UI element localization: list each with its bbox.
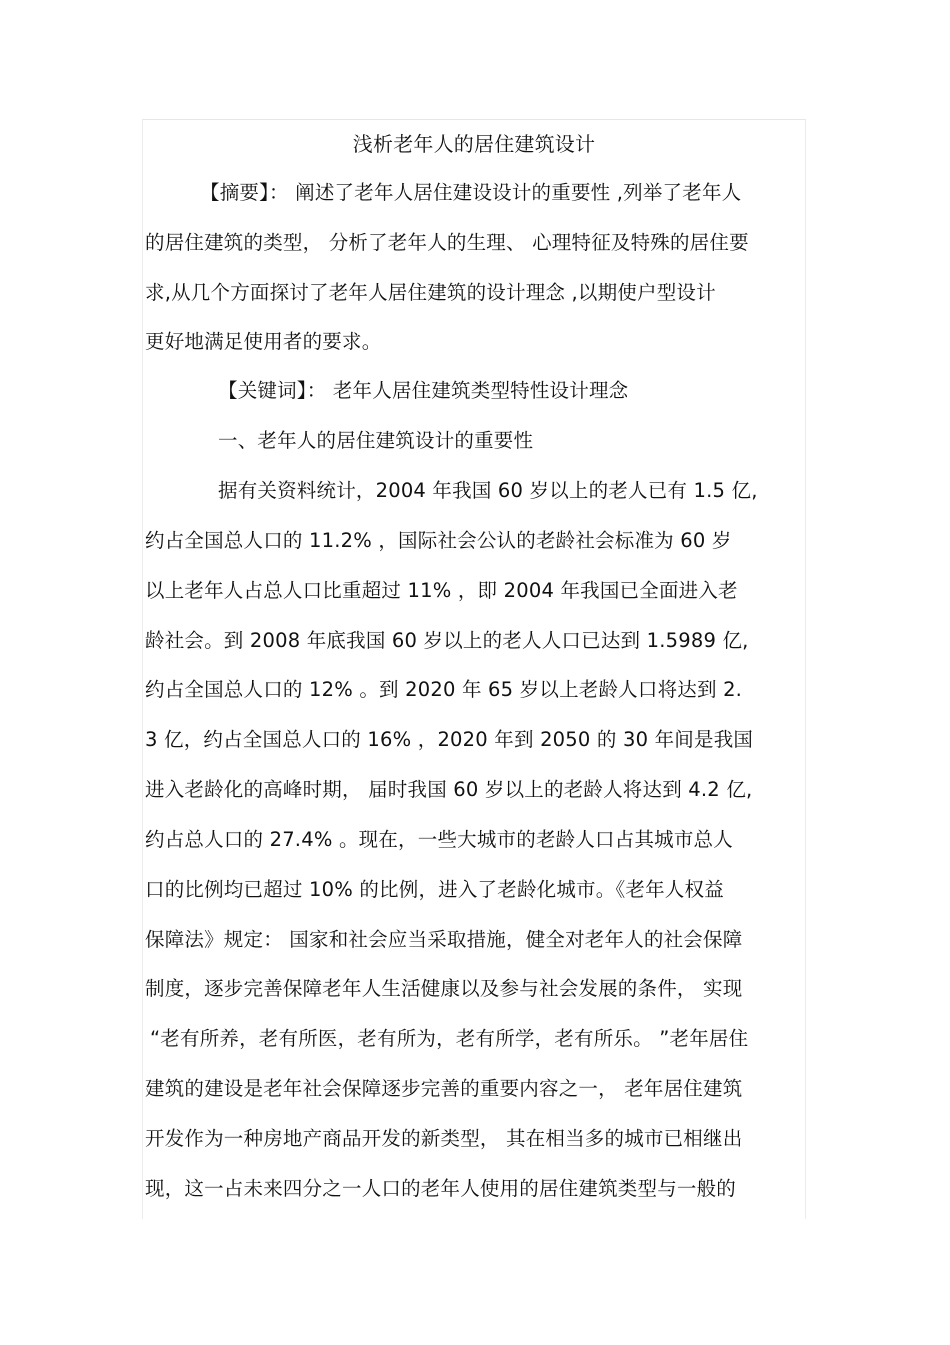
- abstract-line-1: 【摘要】： 阐述了老年人居住建设设计的重要性 ,列举了老年人: [200, 181, 742, 204]
- body-line-9: 口的比例均已超过 10% 的比例，进入了老龄化城市。《老年人权益: [145, 878, 724, 901]
- body-line-7: 进入老龄化的高峰时期， 届时我国 60 岁以上的老龄人将达到 4.2 亿,: [145, 778, 753, 801]
- body-line-13: 建筑的建设是老年社会保障逐步完善的重要内容之一， 老年居住建筑: [145, 1077, 743, 1100]
- section-heading: 一、老年人的居住建筑设计的重要性: [218, 429, 534, 452]
- body-line-10: 保障法》规定： 国家和社会应当采取措施，健全对老年人的社会保障: [145, 928, 743, 951]
- page-title: 浅析老年人的居住建筑设计: [352, 132, 596, 156]
- body-line-2: 约占全国总人口的 11.2% ，国际社会公认的老龄社会标准为 60 岁: [145, 529, 732, 552]
- body-line-15: 现，这一占未来四分之一人口的老年人使用的居住建筑类型与一般的: [145, 1177, 737, 1200]
- body-line-12: “老有所养，老有所医，老有所为，老有所学，老有所乐。 ”老年居住: [150, 1027, 749, 1050]
- body-line-14: 开发作为一种房地产商品开发的新类型， 其在相当多的城市已相继出: [145, 1127, 743, 1150]
- body-line-1: 据有关资料统计，2004 年我国 60 岁以上的老人已有 1.5 亿,: [218, 479, 758, 502]
- body-line-8: 约占总人口的 27.4% 。现在，一些大城市的老龄人口占其城市总人: [145, 828, 733, 851]
- body-line-5: 约占全国总人口的 12% 。到 2020 年 65 岁以上老龄人口将达到 2.: [145, 678, 743, 701]
- keywords-line: 【关键词】： 老年人居住建筑类型特性设计理念: [218, 379, 629, 402]
- abstract-line-4: 更好地满足使用者的要求。: [145, 330, 382, 353]
- body-line-4: 龄社会。到 2008 年底我国 60 岁以上的老人人口已达到 1.5989 亿,: [145, 629, 749, 652]
- abstract-line-3: 求,从几个方面探讨了老年人居住建筑的设计理念 ,以期使户型设计: [145, 281, 716, 304]
- body-line-6: 3 亿，约占全国总人口的 16% ，2020 年到 2050 的 30 年间是我国: [145, 728, 754, 751]
- body-line-11: 制度，逐步完善保障老年人生活健康以及参与社会发展的条件， 实现: [145, 977, 743, 1000]
- abstract-line-2: 的居住建筑的类型， 分析了老年人的生理、 心理特征及特殊的居住要: [145, 231, 749, 254]
- body-line-3: 以上老年人占总人口比重超过 11% ，即 2004 年我国已全面进入老: [145, 579, 738, 602]
